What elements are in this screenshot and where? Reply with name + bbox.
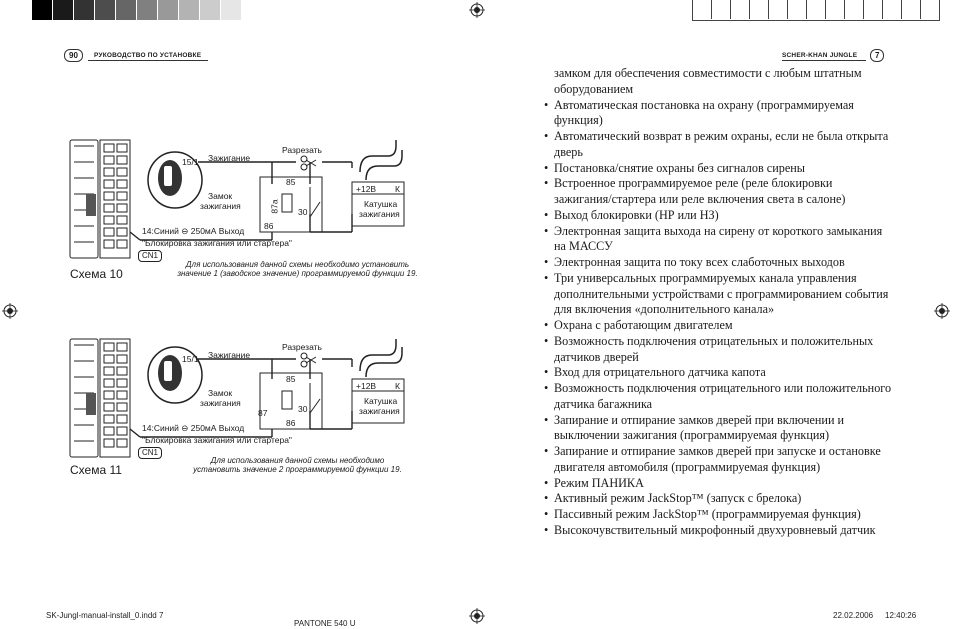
scheme-title: Схема 10: [70, 267, 123, 281]
left-page-number: 90: [64, 49, 83, 62]
right-page-number: 7: [870, 49, 884, 62]
scissors-icon: [301, 353, 316, 367]
scheme-note-2: значение 1 (заводское значение) программируемой функции 19.: [177, 269, 418, 278]
left-header-title: РУКОВОДСТВО ПО УСТАНОВКЕ: [94, 52, 202, 59]
gray-swatch: [32, 0, 53, 20]
connector-badge: CN1: [138, 447, 162, 459]
right-header-rule: [782, 60, 866, 61]
continuation-line-2: оборудованием: [554, 81, 634, 96]
gray-swatch: [158, 0, 179, 20]
scheme-note-1: Для использования данной схемы необходимо установить: [185, 260, 410, 269]
list-item: • Выход блокировки (НР или НЗ): [542, 208, 892, 224]
gray-swatch: [74, 0, 95, 20]
relay-pin-30: 30: [298, 404, 308, 414]
relay-pin-87: 87: [258, 408, 268, 418]
coil-plus-label: +12В: [356, 184, 377, 194]
wiring-diagram-11: [60, 331, 440, 481]
gray-swatch: [242, 0, 263, 20]
block-label: "Блокировка зажигания или стартера": [142, 435, 292, 445]
connector-badge: CN1: [138, 250, 162, 262]
coil-k-label: К: [395, 381, 400, 391]
scissors-icon: [301, 156, 316, 170]
registration-mark-icon: [469, 608, 485, 624]
scheme-title: Схема 11: [70, 463, 122, 477]
coil-plus-label: +12В: [356, 381, 377, 391]
feature-bullet-list: [542, 98, 892, 539]
scheme-note-2: установить значение 2 программируемой функции 19.: [193, 465, 402, 474]
left-header-rule: [88, 60, 208, 61]
gray-swatch: [137, 0, 158, 20]
list-item: • Возможность подключения отрицательного или положительного датчика багажника: [542, 381, 892, 413]
list-item: • Возможность подключения отрицательных и положительных датчиков дверей: [542, 334, 892, 366]
footer-pantone: PANTONE 540 U: [294, 619, 356, 628]
ignition-label: Зажигание: [208, 153, 251, 163]
ignition-label: Зажигание: [208, 350, 251, 360]
relay-pin-85: 85: [286, 374, 296, 384]
pin-label: 15/1: [182, 157, 199, 167]
lock-label-1: Замок: [208, 388, 233, 398]
gray-swatch: [200, 0, 221, 20]
list-item: • Режим ПАНИКА: [542, 476, 892, 492]
gray-calibration-strip: [32, 0, 263, 20]
list-item: • Запирание и отпирание замков дверей при включении и выключении зажигания (программируемая функция): [542, 413, 892, 445]
coil-k-label: К: [395, 184, 400, 194]
cut-label: Разрезать: [282, 145, 322, 155]
gray-swatch: [116, 0, 137, 20]
relay-pin-86: 86: [264, 221, 274, 231]
block-label: "Блокировка зажигания или стартера": [142, 238, 292, 248]
relay-pin-87a: 87a: [269, 199, 280, 214]
relay-pin-30: 30: [298, 207, 308, 217]
coil-label-2: зажигания: [359, 406, 400, 416]
list-item: • Автоматическая постановка на охрану (программируемая функция): [542, 98, 892, 130]
cut-label: Разрезать: [282, 342, 322, 352]
list-item: • Встроенное программируемое реле (реле блокировки зажигания/стартера или реле включения света в салоне): [542, 176, 892, 208]
list-item: • Электронная защита по току всех слаботочных выходов: [542, 255, 892, 271]
relay-pin-85: 85: [286, 177, 296, 187]
list-item: • Охрана с работающим двигателем: [542, 318, 892, 334]
registration-mark-icon: [469, 2, 485, 18]
feature-list-section: [542, 66, 892, 539]
list-item: • Три универсальных программируемых канала управления дополнительными устройствами с программированием события для включения «дополнительного канала»: [542, 271, 892, 318]
scheme-note-1: Для использования данной схемы необходимо: [210, 456, 385, 465]
lock-label-1: Замок: [208, 191, 233, 201]
list-item: • Постановка/снятие охраны без сигналов сирены: [542, 161, 892, 177]
footer-time: 12:40:26: [885, 611, 917, 620]
list-item: • Запирание и отпирание замков дверей при запуске и остановке двигателя автомобиля (программируемая функция): [542, 444, 892, 476]
lock-label-2: зажигания: [200, 398, 241, 408]
relay-pin-86: 86: [286, 418, 296, 428]
gray-swatch: [221, 0, 242, 20]
lock-label-2: зажигания: [200, 201, 241, 211]
wiring-diagram-10: [60, 132, 440, 282]
list-item: • Электронная защита выхода на сирену от короткого замыкания на МАССУ: [542, 224, 892, 256]
pin-label: 15/1: [182, 354, 199, 364]
registration-mark-icon: [2, 303, 18, 319]
gray-swatch: [53, 0, 74, 20]
continuation-line-1: замком для обеспечения совместимости с любым штатным: [554, 66, 862, 80]
output-label: 14:Синий ⊖ 250мА Выход: [142, 226, 245, 236]
footer-date: 22.02.2006: [833, 611, 874, 620]
list-item: • Активный режим JackStop™ (запуск с брелока): [542, 491, 892, 507]
registration-mark-icon: [934, 303, 950, 319]
right-header-title: SCHER-KHAN JUNGLE: [782, 52, 858, 59]
list-item: • Высокочувствительный микрофонный двухуровневый датчик: [542, 523, 892, 539]
list-item: • Вход для отрицательного датчика капота: [542, 365, 892, 381]
coil-label-2: зажигания: [359, 209, 400, 219]
gray-swatch: [179, 0, 200, 20]
footer-filename: SK-Jungl-manual-install_0.indd 7: [46, 611, 164, 620]
list-item: • Пассивный режим JackStop™ (программируемая функция): [542, 507, 892, 523]
list-item: • Автоматический возврат в режим охраны, если не была открыта дверь: [542, 129, 892, 161]
empty-calibration-strip: [692, 0, 940, 21]
coil-label-1: Катушка: [364, 396, 398, 406]
output-label: 14:Синий ⊖ 250мА Выход: [142, 423, 245, 433]
coil-label-1: Катушка: [364, 199, 398, 209]
gray-swatch: [95, 0, 116, 20]
